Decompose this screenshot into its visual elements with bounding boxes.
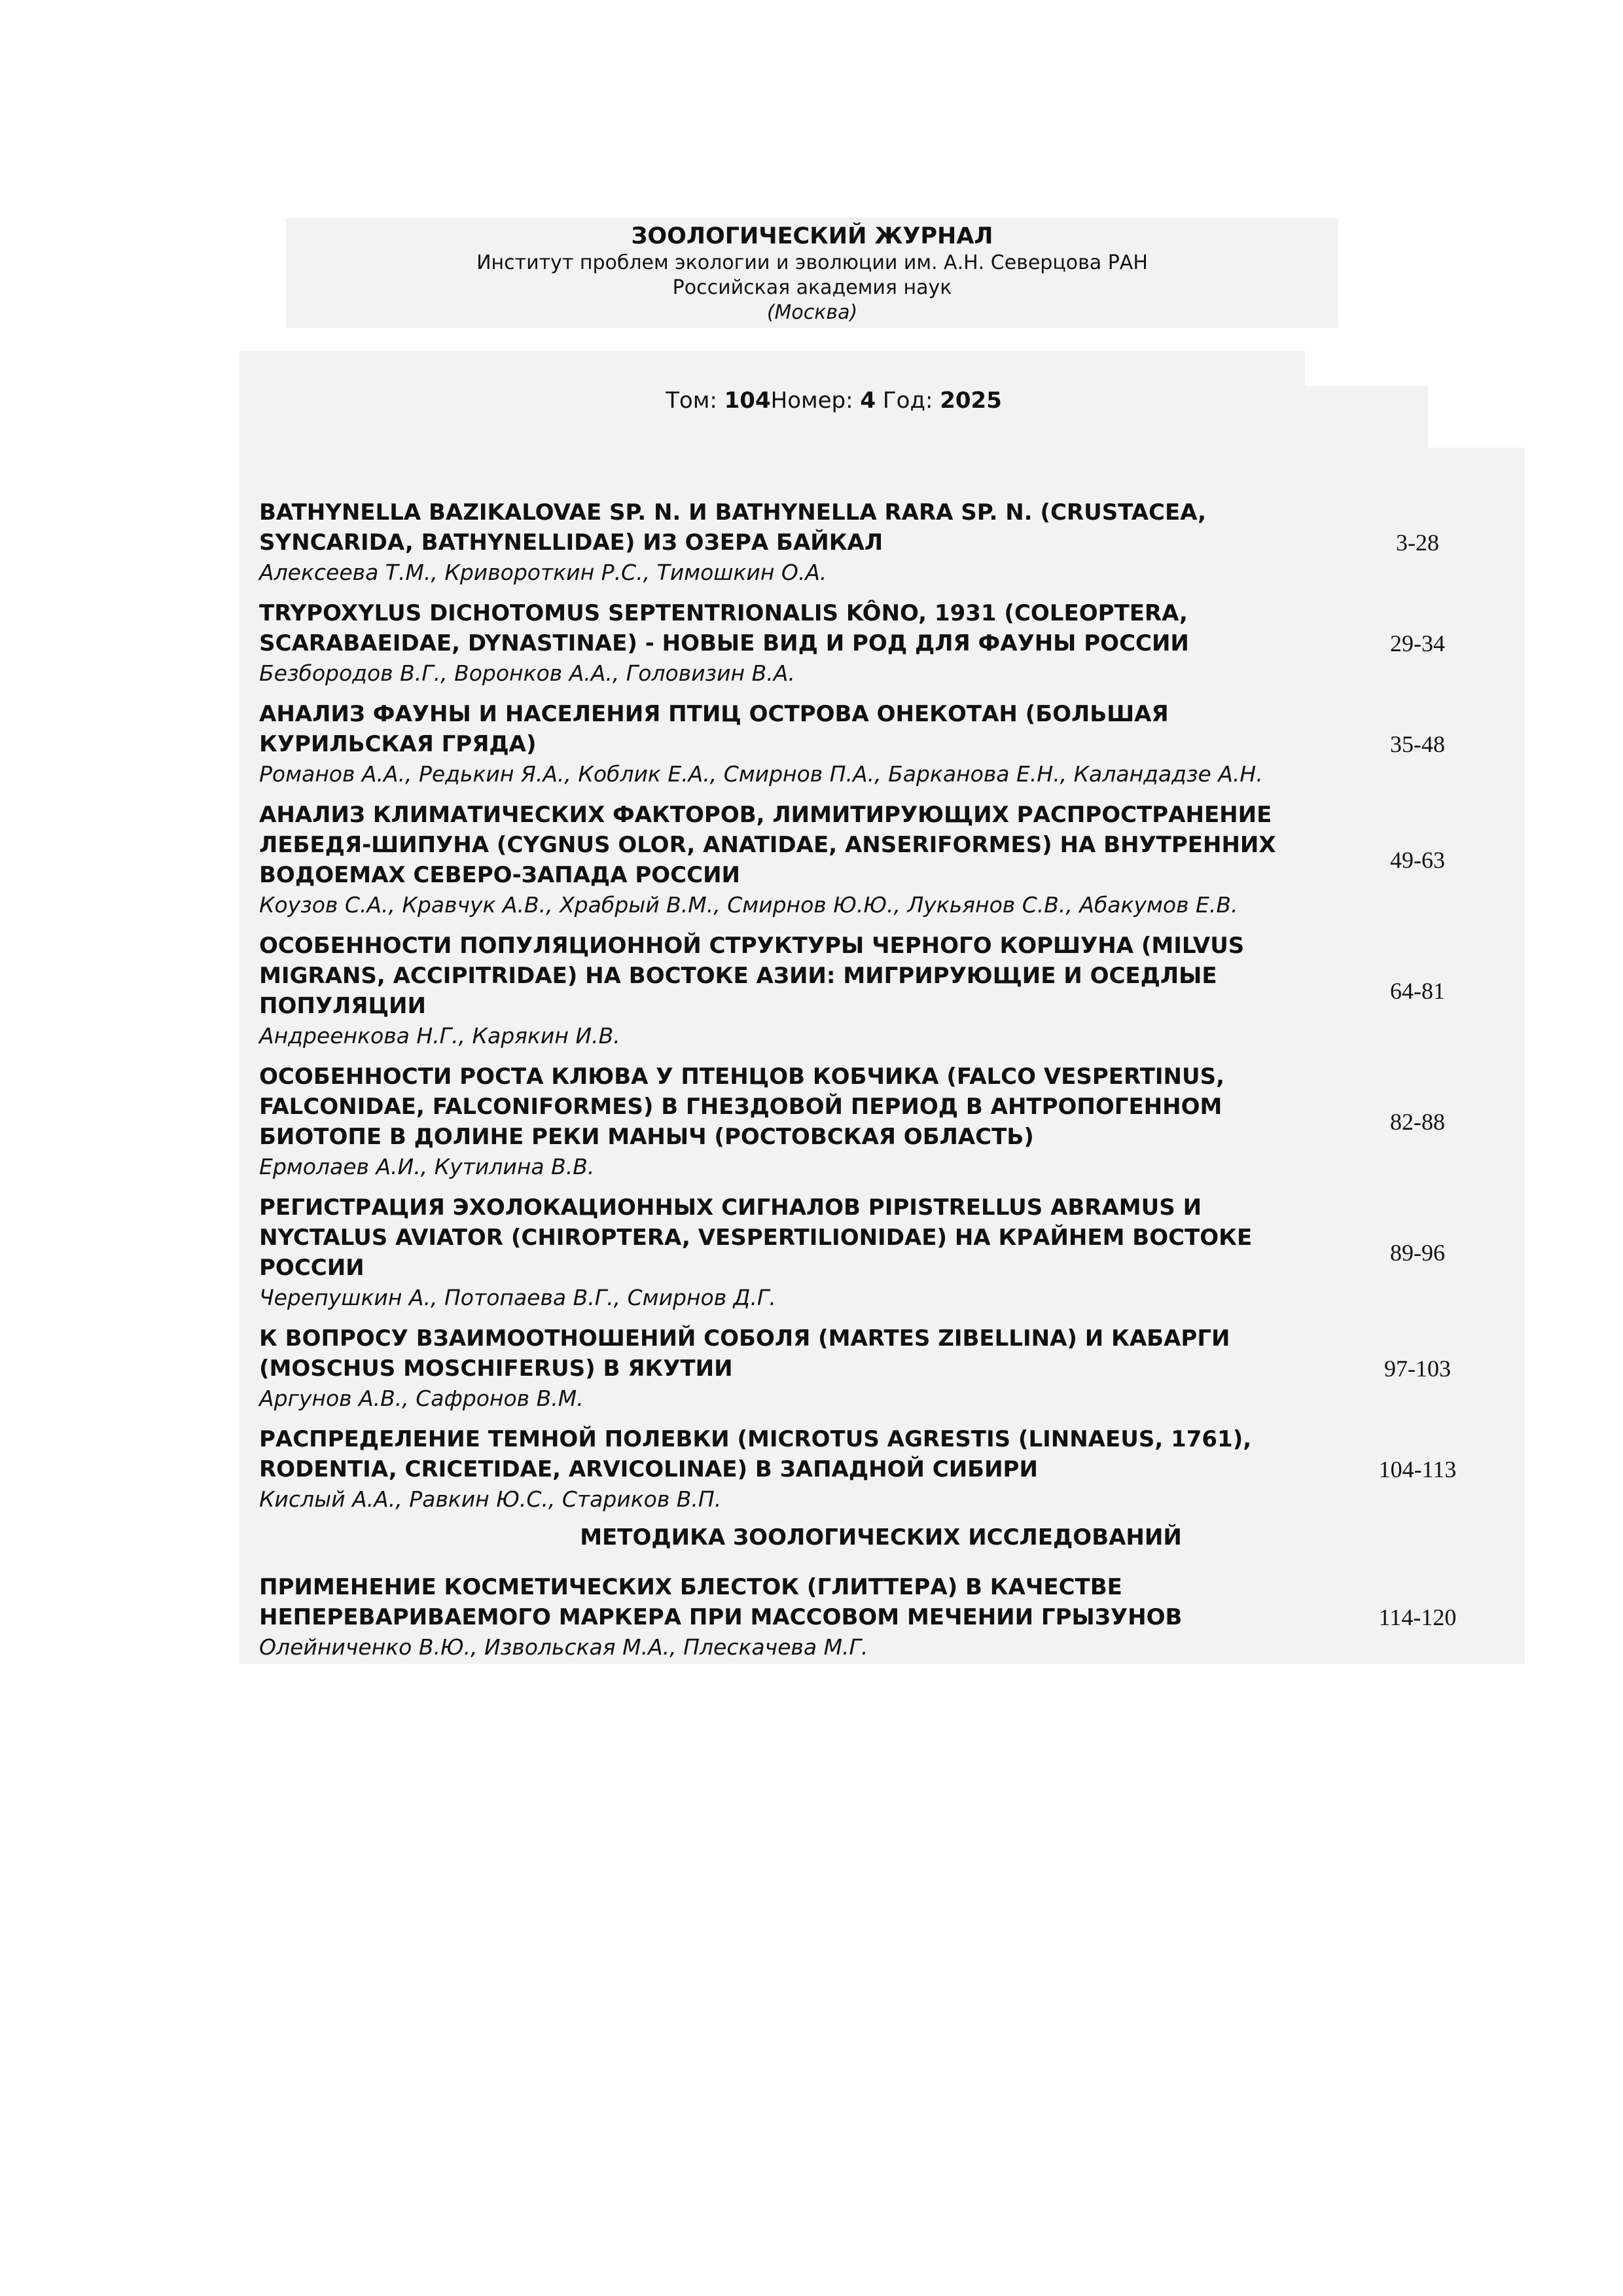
toc-entry[interactable] [259, 931, 1516, 1051]
article-authors: Алексеева Т.М., Кривороткин Р.С., Тимошкин О.А. [259, 560, 827, 585]
article-pages: 35-48 [1390, 731, 1445, 757]
toc-entry[interactable] [259, 1424, 1516, 1515]
toc-entry[interactable] [259, 1572, 1516, 1662]
city: (Москва) [766, 301, 858, 324]
article-authors: Кислый А.А., Равкин Ю.С., Стариков В.П. [259, 1486, 722, 1512]
article-pages: 64-81 [1390, 978, 1445, 1004]
article-pages: 89-96 [1390, 1240, 1445, 1266]
academy-name: Российская академия наук [672, 276, 952, 299]
article-title[interactable]: К ВОПРОСУ ВЗАИМООТНОШЕНИЙ СОБОЛЯ (MARTES ZIBELLINA) И КАБАРГИ (MOSCHUS MOSCHIFERUS) В ЯКУТИИ [259, 1325, 1230, 1382]
table-of-contents [259, 497, 1516, 1673]
toc-entry[interactable] [259, 497, 1516, 588]
journal-title: ЗООЛОГИЧЕСКИЙ ЖУРНАЛ [631, 223, 993, 249]
article-title[interactable]: АНАЛИЗ КЛИМАТИЧЕСКИХ ФАКТОРОВ, ЛИМИТИРУЮЩИХ РАСПРОСТРАНЕНИЕ ЛЕБЕДЯ-ШИПУНА (CYGNUS OLOR, ANATIDAE, ANSERIFORMES) НА ВНУТРЕННИХ ВОДОЕМАХ СЕВЕРО-ЗАПАДА РОССИИ [259, 802, 1276, 888]
toc-entry[interactable] [259, 598, 1516, 689]
article-title[interactable]: TRYPOXYLUS DICHOTOMUS SEPTENTRIONALIS KÔNO, 1931 (COLEOPTERA, SCARABAEIDAE, DYNASTINAE) - НОВЫЕ ВИД И РОД ДЛЯ ФАУНЫ РОССИИ [259, 600, 1189, 656]
toc-entry[interactable] [259, 1193, 1516, 1313]
article-authors: Андреенкова Н.Г., Карякин И.В. [259, 1023, 620, 1049]
article-title[interactable]: РАСПРЕДЕЛЕНИЕ ТЕМНОЙ ПОЛЕВКИ (MICROTUS AGRESTIS (LINNAEUS, 1761), RODENTIA, CRICETIDAE, ARVICOLINAE) В ЗАПАДНОЙ СИБИРИ [259, 1426, 1252, 1482]
institute-name: Институт проблем экологии и эволюции им. А.Н. Северцова РАН [476, 251, 1148, 274]
article-title[interactable]: BATHYNELLA BAZIKALOVAE SP. N. И BATHYNELLA RARA SP. N. (CRUSTACEA, SYNCARIDA, BATHYNELLIDAE) ИЗ ОЗЕРА БАЙКАЛ [259, 499, 1207, 556]
article-title[interactable]: АНАЛИЗ ФАУНЫ И НАСЕЛЕНИЯ ПТИЦ ОСТРОВА ОНЕКОТАН (БОЛЬШАЯ КУРИЛЬСКАЯ ГРЯДА) [259, 701, 1169, 757]
article-pages: 104-113 [1378, 1456, 1457, 1482]
article-authors: Ермолаев А.И., Кутилина В.В. [259, 1154, 595, 1179]
toc-entry[interactable] [259, 1323, 1516, 1414]
year-label: Год: [882, 387, 933, 414]
article-title[interactable]: ОСОБЕННОСТИ РОСТА КЛЮВА У ПТЕНЦОВ КОБЧИКА (FALCO VESPERTINUS, FALCONIDAE, FALCONIFORMES) В ГНЕЗДОВОЙ ПЕРИОД В АНТРОПОГЕННОМ БИОТОПЕ В ДОЛИНЕ РЕКИ МАНЫЧ (РОСТОВСКАЯ ОБЛАСТЬ) [259, 1064, 1224, 1150]
article-authors: Олейниченко В.Ю., Извольская М.А., Плескачева М.Г. [259, 1634, 868, 1660]
issue-band-top [240, 351, 1305, 386]
article-title[interactable]: ОСОБЕННОСТИ ПОПУЛЯЦИОННОЙ СТРУКТУРЫ ЧЕРНОГО КОРШУНА (MILVUS MIGRANS, ACCIPITRIDAE) НА ВОСТОКЕ АЗИИ: МИГРИРУЮЩИЕ И ОСЕДЛЫЕ ПОПУЛЯЦИИ [259, 933, 1245, 1019]
number-value: 4 [860, 387, 876, 414]
article-pages: 3-28 [1396, 529, 1439, 556]
number-label: Номер: [770, 387, 853, 414]
article-authors: Коузов С.А., Кравчук А.В., Храбрый В.М., Смирнов Ю.Ю., Лукьянов С.В., Абакумов Е.В. [259, 892, 1238, 918]
article-authors: Аргунов А.В., Сафронов В.М. [259, 1386, 584, 1411]
article-pages: 29-34 [1390, 630, 1445, 656]
article-pages: 97-103 [1384, 1355, 1451, 1382]
article-pages: 82-88 [1390, 1109, 1445, 1135]
volume-label: Том: [666, 387, 717, 414]
article-authors: Романов А.А., Редькин Я.А., Коблик Е.А., Смирнов П.А., Барканова Е.Н., Каландадзе А.Н. [259, 761, 1263, 787]
article-pages: 114-120 [1378, 1604, 1457, 1630]
article-title[interactable]: ПРИМЕНЕНИЕ КОСМЕТИЧЕСКИХ БЛЕСТОК (ГЛИТТЕРА) В КАЧЕСТВЕ НЕПЕРЕВАРИВАЕМОГО МАРКЕРА ПРИ МАССОВОМ МЕЧЕНИИ ГРЫЗУНОВ [259, 1574, 1183, 1630]
toc-entry[interactable] [259, 1062, 1516, 1182]
journal-header [286, 218, 1338, 328]
volume-value: 104 [724, 387, 771, 414]
year-value: 2025 [940, 387, 1002, 414]
article-authors: Черепушкин А., Потопаева В.Г., Смирнов Д.Г. [259, 1285, 776, 1310]
article-title[interactable]: РЕГИСТРАЦИЯ ЭХОЛОКАЦИОННЫХ СИГНАЛОВ PIPISTRELLUS ABRAMUS И NYCTALUS AVIATOR (CHIROPTERA, VESPERTILIONIDAE) НА КРАЙНЕМ ВОСТОКЕ РОССИИ [259, 1194, 1253, 1281]
article-pages: 49-63 [1390, 847, 1445, 873]
toc-entry[interactable] [259, 800, 1516, 920]
section-heading: МЕТОДИКА ЗООЛОГИЧЕСКИХ ИССЛЕДОВАНИЙ [580, 1524, 1182, 1551]
article-authors: Безбородов В.Г., Воронков А.А., Головизин В.А. [259, 660, 795, 686]
issue-info [240, 385, 1428, 416]
toc-entry[interactable] [259, 699, 1516, 789]
